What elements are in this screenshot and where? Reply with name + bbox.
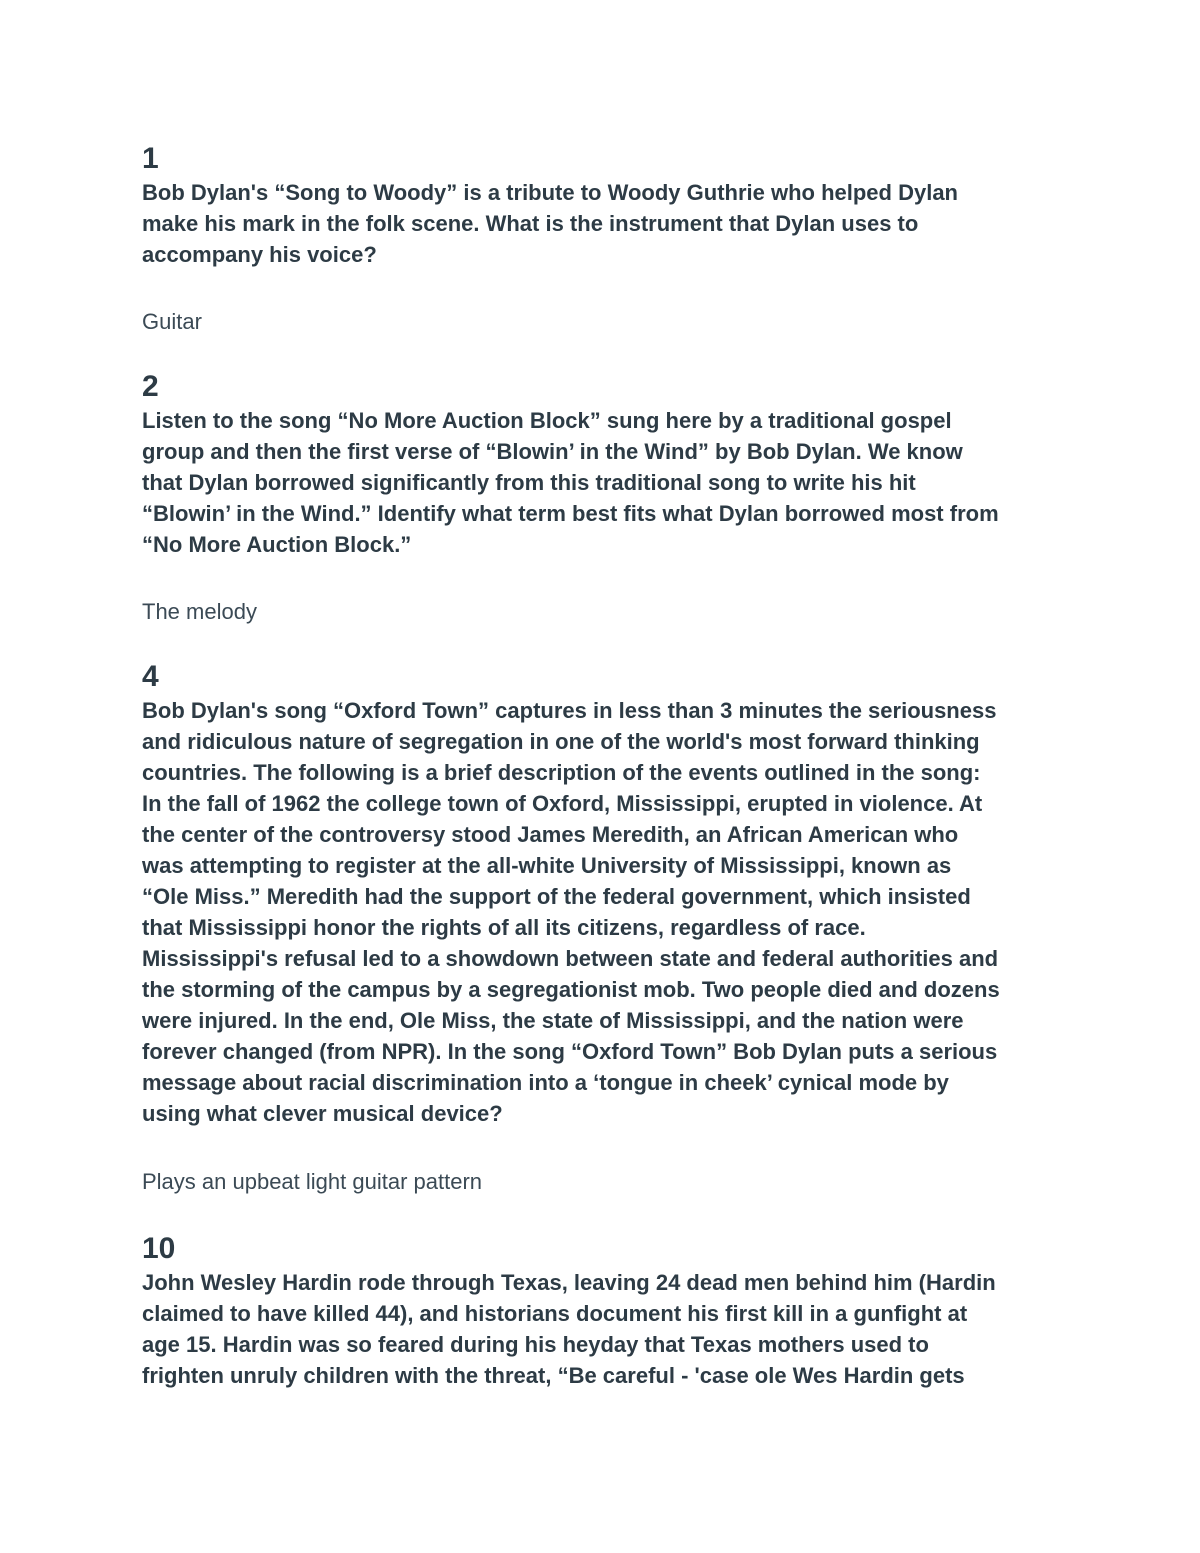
question-block-2 [142,368,999,560]
question-number: 4 [142,660,159,693]
question-number: 10 [142,1232,176,1265]
answer-text: The melody [142,599,257,624]
question-block-10 [142,1230,996,1391]
question-text: John Wesley Hardin rode through Texas, leaving 24 dead men behind him (Hardin claimed to have killed 44), and historians document his first kill in a gunfight at age 15. Hardin was so feared during his heyday that Texas mothers used to frighten unruly children with the threat, “Be careful - 'case ole Wes Hardin gets [142,1270,996,1388]
question-block-4 [142,658,1000,1129]
question-text: Listen to the song “No More Auction Block” sung here by a traditional gospel group and then the first verse of “Blowin’ in the Wind” by Bob Dylan. We know that Dylan borrowed significantly from this traditional song to write his hit “Blowin’ in the Wind.” Identify what term best fits what Dylan borrowed most from “No More Auction Block.” [142,408,999,557]
question-block-1 [142,140,958,270]
question-number: 1 [142,142,159,175]
answer-text: Guitar [142,309,202,334]
question-text: Bob Dylan's song “Oxford Town” captures in less than 3 minutes the seriousness and ridiculous nature of segregation in one of the world's most forward thinking countries. The following is a brief description of the events outlined in the song: In the fall of 1962 the college town of Oxford, Mississippi, erupted in violence. At the center of the controversy stood James Meredith, an African American who was attempting to register at the all-white University of Mississippi, known as “Ole Miss.” Meredith had the support of the federal government, which insisted that Mississippi honor the rights of all its citizens, regardless of race. Mississippi's refusal led to a showdown between state and federal authorities and the storming of the campus by a segregationist mob. Two people died and dozens were injured. In the end, Ole Miss, the state of Mississippi, and the nation were forever changed (from NPR). In the song “Oxford Town” Bob Dylan puts a serious message about racial discrimination into a ‘tongue in cheek’ cynical mode by using what clever musical device? [142,698,1000,1126]
answer-text: Plays an upbeat light guitar pattern [142,1169,483,1194]
question-number: 2 [142,370,159,403]
question-text: Bob Dylan's “Song to Woody” is a tribute to Woody Guthrie who helped Dylan make his mark in the folk scene. What is the instrument that Dylan uses to accompany his voice? [142,180,958,267]
